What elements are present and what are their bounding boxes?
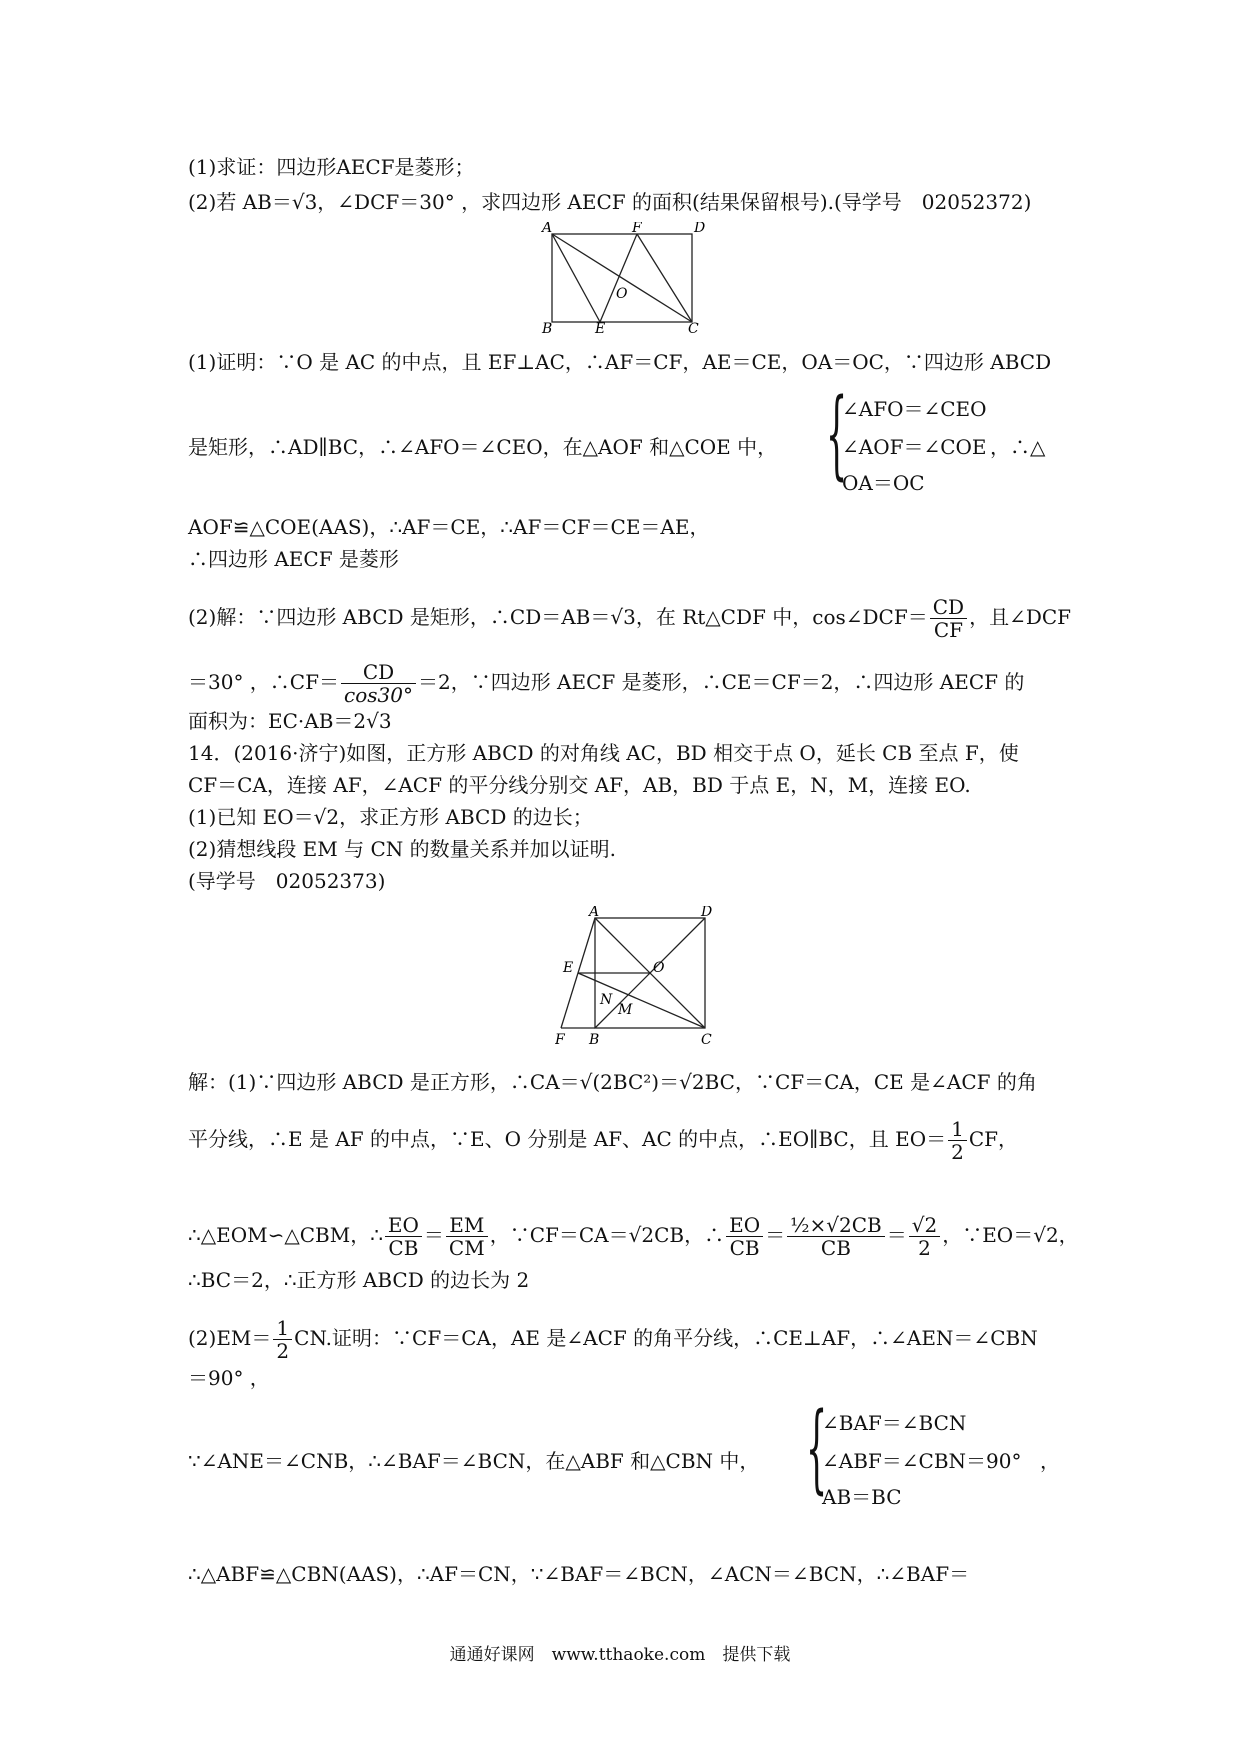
brace-icon: { (825, 378, 848, 490)
numerator: √2 (909, 1214, 940, 1237)
solution-line: ∵∠ANE＝∠CNB，∴∠BAF＝∠BCN，在△ABF 和△CBN 中， (188, 1449, 760, 1473)
fraction (787, 1214, 885, 1259)
label-D: D (694, 222, 706, 236)
numerator: EM (446, 1214, 488, 1237)
question-text: (2)若 AB＝√3，∠DCF＝30° ，求四边形 AECF 的面积(结果保留根号). (188, 190, 834, 214)
text: ，∵CF＝CA＝√2CB，∴ (489, 1223, 725, 1247)
fraction (930, 596, 967, 641)
solution-line: ＝90° ， (188, 1366, 270, 1390)
label-F: F (632, 222, 642, 236)
solution-line: ， (1040, 1449, 1060, 1473)
square-figure (555, 906, 715, 1046)
brace-condition: ∠BAF＝∠BCN (822, 1411, 967, 1435)
denominator: CB (729, 1236, 760, 1260)
text: 平分线，∴E 是 AF 的中点，∵E、O 分别是 AF、AC 的中点，∴EO∥BC，且 EO＝ (188, 1127, 947, 1151)
text: (2)解：∵四边形 ABCD 是矩形，∴CD＝AB＝√3，在 Rt△CDF 中，cos∠DCF＝ (188, 605, 928, 629)
denominator: 2 (276, 1339, 290, 1363)
solution-line: ∴四边形 AECF 是菱形 (188, 547, 399, 571)
numerator: 1 (948, 1118, 967, 1141)
numerator: EO (726, 1214, 763, 1237)
denominator: CF (933, 618, 963, 642)
problem-statement: CF＝CA，连接 AF，∠ACF 的平分线分别交 AF，AB，BD 于点 E，N，M，连接 EO. (188, 773, 971, 797)
label-E: E (563, 960, 574, 976)
text: (2)EM＝ (188, 1326, 272, 1350)
numerator: CD (930, 596, 967, 619)
denominator: 2 (918, 1236, 931, 1260)
ref-number: (导学号 02052373) (188, 869, 386, 893)
label-B: B (589, 1032, 600, 1046)
brace-icon: { (805, 1392, 828, 1504)
fraction (948, 1118, 967, 1163)
label-M: M (618, 1002, 633, 1018)
fraction (273, 1317, 292, 1362)
label-O: O (653, 960, 665, 976)
question-part-1: (1)已知 EO＝√2，求正方形 ABCD 的边长； (188, 805, 593, 829)
denominator: cos30° (344, 683, 413, 707)
label-N: N (600, 992, 613, 1008)
label-B: B (542, 321, 553, 334)
solution-line (188, 1118, 1018, 1163)
solution-line: 解：(1)∵四边形 ABCD 是正方形，∴CA＝√(2BC²)＝√2BC，∵CF＝CA，CE 是∠ACF 的角 (188, 1070, 1037, 1094)
text: ＝2，∵四边形 AECF 是菱形，∴CE＝CF＝2，∴四边形 AECF 的 (417, 670, 1025, 694)
solution-line: (1)证明：∵O 是 AC 的中点，且 EF⊥AC，∴AF＝CF，AE＝CE，OA＝OC，∵四边形 ABCD (188, 350, 1052, 374)
footer: 通通好课网 www.tthaoke.com 提供下载 (449, 1645, 791, 1665)
solution-line: ，∴△ (990, 435, 1046, 459)
numerator: 1 (273, 1317, 292, 1340)
rectangle-figure (540, 222, 710, 334)
denominator: 2 (951, 1140, 964, 1164)
text: CF， (968, 1127, 1019, 1151)
brace-condition: ∠ABF＝∠CBN＝90° (822, 1449, 1022, 1473)
text: ，∵EO＝√2， (942, 1223, 1079, 1247)
solution-line: 是矩形，∴AD∥BC，∴∠AFO＝∠CEO，在△AOF 和△COE 中， (188, 435, 778, 459)
text: CN.证明：∵CF＝CA，AE 是∠ACF 的角平分线，∴CE⊥AF，∴∠AEN＝∠CBN (294, 1326, 1038, 1350)
text: ，且∠DCF (969, 605, 1072, 629)
fraction (385, 1214, 422, 1259)
solution-line: 面积为：EC·AB＝2√3 (188, 709, 392, 733)
problem-statement: 14．(2016·济宁)如图，正方形 ABCD 的对角线 AC，BD 相交于点 O，延长 CB 至点 F，使 (188, 741, 1019, 765)
label-F: F (555, 1032, 565, 1046)
denominator: CB (388, 1236, 419, 1260)
question-part-2 (188, 189, 1031, 215)
solution-line (188, 661, 1024, 706)
denominator: CM (448, 1236, 485, 1260)
label-C: C (688, 321, 699, 334)
solution-line: ∴BC＝2，∴正方形 ABCD 的边长为 2 (188, 1268, 530, 1292)
solution-line (188, 596, 1071, 641)
denominator: CB (820, 1236, 851, 1260)
question-part-1: (1)求证：四边形AECF是菱形； (188, 155, 475, 179)
fraction (909, 1214, 940, 1259)
fraction (446, 1214, 488, 1259)
text: ＝30° ，∴CF＝ (188, 670, 339, 694)
label-C: C (701, 1032, 712, 1046)
brace-condition: OA＝OC (842, 471, 925, 495)
brace-condition: ∠AOF＝∠COE (842, 435, 987, 459)
fraction (726, 1214, 763, 1259)
solution-line: ∴△EOM∽△CBM，∴ $\frac{EO}{CB}$ ＝ $\frac{EM}{CM}$ ，∵CF＝CA＝√2CB，∴ $\frac{EO}{CB}$ ＝ $\frac{\text{½×√2CB}}{CB}$ ＝ $\frac{√2}{2}$ ，∵EO＝√2， (188, 1213, 1079, 1260)
label-A: A (589, 906, 600, 920)
label-A: A (542, 222, 553, 236)
brace-condition: ∠AFO＝∠CEO (842, 397, 987, 421)
solution-line: ∴△ABF≌△CBN(AAS)，∴AF＝CN，∵∠BAF＝∠BCN，∠ACN＝∠BCN，∴∠BAF＝ (188, 1562, 970, 1586)
question-part-2: (2)猜想线段 EM 与 CN 的数量关系并加以证明. (188, 837, 616, 861)
solution-line: AOF≌△COE(AAS)，∴AF＝CE，∴AF＝CF＝CE＝AE， (188, 515, 710, 539)
fraction (341, 661, 416, 706)
brace-condition: AB＝BC (822, 1485, 902, 1509)
label-E: E (595, 321, 606, 334)
solution-line (188, 1317, 1038, 1362)
numerator: CD (341, 661, 416, 684)
label-D: D (701, 906, 713, 920)
label-O: O (616, 286, 628, 302)
numerator: EO (385, 1214, 422, 1237)
text: ∴△EOM∽△CBM，∴ (188, 1223, 383, 1247)
numerator: ½×√2CB (787, 1214, 885, 1237)
ref-number: (导学号 02052372) (833, 190, 1032, 214)
